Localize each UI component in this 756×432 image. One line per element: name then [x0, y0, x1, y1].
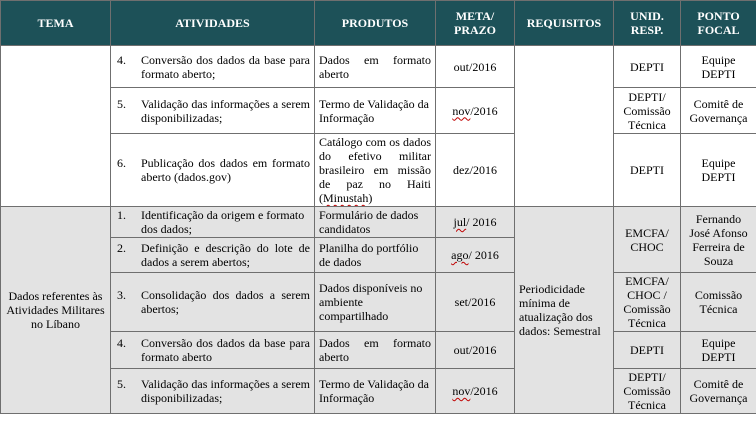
deadline-cell: set/2016 — [436, 273, 515, 332]
header-unid-line2: RESP. — [630, 23, 664, 37]
activity-text: Identificação da origem e formato dos dados; — [141, 208, 305, 236]
unit-cell: DEPTI/ Comissão Técnica — [614, 88, 681, 134]
focal-point-cell: Equipe DEPTI — [681, 46, 756, 88]
unit-cell: DEPTI — [614, 134, 681, 207]
deadline-cell — [436, 238, 515, 273]
activity-text: Validação das informações a serem disponibilizadas; — [141, 377, 310, 405]
header-unid-resp — [614, 1, 681, 46]
activity-number: 4. — [117, 336, 126, 350]
group-haiti — [1, 46, 756, 207]
product-cell: Dados disponíveis no ambiente compartilhado — [315, 273, 436, 332]
focal-point-cell: Comitê de Governança — [681, 88, 756, 134]
activity-number: 1. — [117, 208, 126, 222]
product-cell: Dados em formato aberto — [315, 332, 436, 369]
activity-number: 3. — [117, 288, 126, 302]
product-cell: Termo de Validação da Informação — [315, 88, 436, 134]
header-ponto-line1: PONTO — [697, 9, 740, 23]
product-text-end: ) — [368, 191, 373, 205]
activity-text: Definição e descrição do lote de dados a serem abertos; — [141, 241, 310, 269]
focal-point-cell: Equipe DEPTI — [681, 134, 756, 207]
activity-cell — [111, 207, 315, 238]
unit-cell: EMCFA/ CHOC — [614, 207, 681, 273]
product-mission-name: Minustah — [323, 191, 369, 205]
deadline-cell — [436, 88, 515, 134]
deadline-cell: dez/2016 — [436, 134, 515, 207]
deadline-year: /2016 — [470, 103, 498, 118]
product-cell: Planilha do portfólio de dados — [315, 238, 436, 273]
unit-cell: DEPTI/ Comissão Técnica — [614, 369, 681, 414]
product-cell: Termo de Validação da Informação — [315, 369, 436, 414]
deadline-cell: out/2016 — [436, 46, 515, 88]
unit-cell: EMCFA/ CHOC / Comissão Técnica — [614, 273, 681, 332]
header-unid-line1: UNID. — [630, 9, 664, 23]
activity-text: Consolidação dos dados a serem abertos; — [141, 288, 310, 316]
deadline-month: jul — [453, 215, 467, 229]
deadline-cell — [436, 207, 515, 238]
deadline-cell: out/2016 — [436, 332, 515, 369]
requirements-cell: Periodicidade mínima de atualização dos dados: Semestral — [515, 207, 614, 414]
group-libano — [1, 207, 756, 414]
tema-cell: Dados referentes às Atividades Militares no Líbano — [1, 207, 111, 414]
table-row — [1, 273, 756, 332]
header-meta-line1: META/ — [455, 9, 495, 23]
deadline-month: ago — [451, 248, 469, 262]
header-produtos: PRODUTOS — [315, 1, 436, 46]
deadline-year: / 2016 — [466, 215, 497, 229]
product-text: Catálogo com os dados do efetivo militar brasileiro em missão de paz no Haiti ( — [319, 135, 431, 205]
header-meta-line2: PRAZO — [454, 23, 496, 37]
activity-number: 6. — [117, 156, 126, 170]
activity-number: 5. — [117, 96, 126, 111]
header-atividades: ATIVIDADES — [111, 1, 315, 46]
activity-cell — [111, 134, 315, 207]
activity-cell — [111, 88, 315, 134]
activity-cell — [111, 369, 315, 414]
table-row — [1, 369, 756, 414]
activity-number: 5. — [117, 377, 126, 391]
deadline-month: nov — [452, 384, 471, 398]
header-tema: TEMA — [1, 1, 111, 46]
header-meta-prazo — [436, 1, 515, 46]
deadline-year: /2016 — [470, 384, 498, 398]
unit-cell: DEPTI — [614, 46, 681, 88]
header-ponto-focal — [681, 1, 756, 46]
table-row — [1, 46, 756, 88]
table-row — [1, 207, 756, 238]
unit-cell: DEPTI — [614, 332, 681, 369]
activity-text: Conversão dos dados da base para formato aberto — [141, 336, 310, 364]
header-ponto-line2: FOCAL — [697, 23, 740, 37]
activity-cell — [111, 238, 315, 273]
deadline-year: / 2016 — [468, 248, 499, 262]
deadline-month: nov — [452, 103, 471, 118]
table-row — [1, 88, 756, 134]
activity-cell — [111, 46, 315, 88]
focal-point-cell: Comitê de Governança — [681, 369, 756, 414]
header-row — [1, 1, 756, 46]
product-cell: Dados em formato aberto — [315, 46, 436, 88]
deadline-cell — [436, 369, 515, 414]
activity-text: Conversão dos dados da base para formato aberto; — [141, 52, 310, 81]
product-cell: Formulário de dados candidatos — [315, 207, 436, 238]
activity-cell — [111, 273, 315, 332]
activity-text: Publicação dos dados em formato aberto (dados.gov) — [141, 156, 310, 184]
tema-cell — [1, 46, 111, 207]
focal-point-cell: Fernando José Afonso Ferreira de Souza — [681, 207, 756, 273]
table-row — [1, 332, 756, 369]
table-row — [1, 134, 756, 207]
focal-point-cell: Equipe DEPTI — [681, 332, 756, 369]
product-cell — [315, 134, 436, 207]
activity-text: Validação das informações a serem disponibilizadas; — [141, 96, 310, 125]
activity-number: 4. — [117, 52, 126, 67]
activity-cell — [111, 332, 315, 369]
header-requisitos: REQUISITOS — [515, 1, 614, 46]
requirements-cell — [515, 46, 614, 207]
activity-number: 2. — [117, 241, 126, 255]
focal-point-cell: Comissão Técnica — [681, 273, 756, 332]
